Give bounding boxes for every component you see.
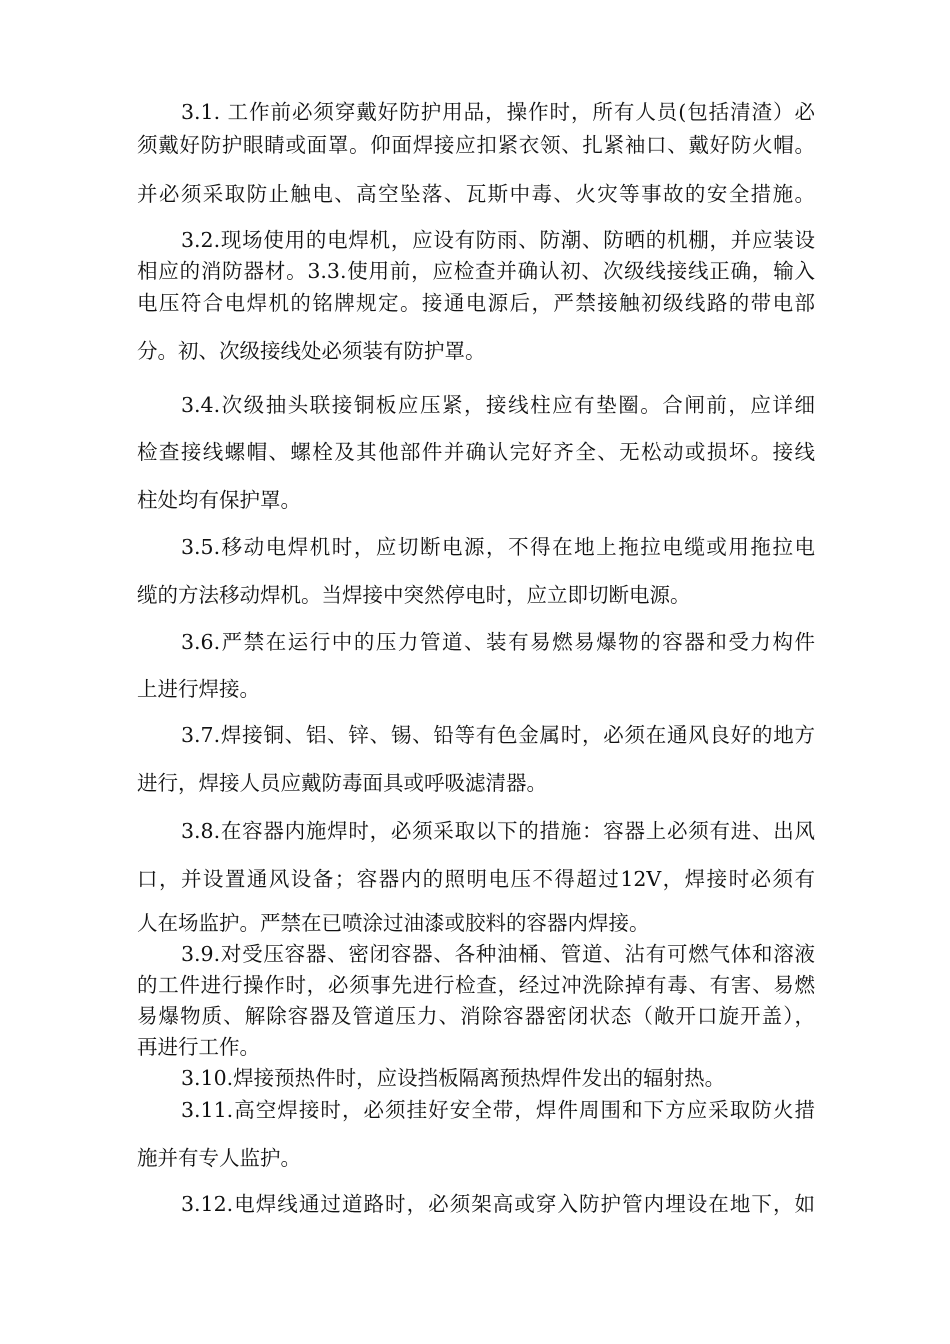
paragraph-3-1-line-3: 并必须采取防止触电、高空坠落、瓦斯中毒、火灾等事故的安全措施。: [137, 182, 815, 206]
paragraph-3-1-line-1: 3.1. 工作前必须穿戴好防护用品，操作时，所有人员(包括清渣）必: [181, 100, 815, 124]
paragraph-3-6-line-2: 上进行焊接。: [137, 677, 260, 701]
paragraph-3-6-line-1: 3.6.严禁在运行中的压力管道、装有易燃易爆物的容器和受力构件: [181, 630, 815, 654]
paragraph-3-9-line-1: 3.9.对受压容器、密闭容器、各种油桶、管道、沾有可燃气体和溶液: [181, 942, 815, 966]
paragraph-3-12-line-1: 3.12.电焊线通过道路时，必须架高或穿入防护管内埋设在地下，如: [181, 1192, 815, 1216]
paragraph-3-9-line-4: 再进行工作。: [137, 1035, 260, 1059]
paragraph-3-2-line-4: 分。初、次级接线处必须装有防护罩。: [137, 339, 486, 363]
paragraph-3-11-line-2: 施并有专人监护。: [137, 1146, 301, 1170]
paragraph-3-1-line-2: 须戴好防护眼睛或面罩。仰面焊接应扣紧衣领、扎紧袖口、戴好防火帽。: [137, 133, 815, 157]
paragraph-3-2-line-2: 相应的消防器材。3.3.使用前，应检查并确认初、次级线接线正确，输入: [137, 259, 815, 283]
paragraph-3-4-line-2: 检查接线螺帽、螺栓及其他部件并确认完好齐全、无松动或损坏。接线: [137, 440, 815, 464]
paragraph-3-2-line-3: 电压符合电焊机的铭牌规定。接通电源后，严禁接触初级线路的带电部: [137, 291, 815, 315]
paragraph-3-2-line-1: 3.2.现场使用的电焊机，应设有防雨、防潮、防晒的机棚，并应装设: [181, 228, 815, 252]
paragraph-3-8-line-3: 人在场监护。严禁在已喷涂过油漆或胶料的容器内焊接。: [137, 911, 650, 935]
paragraph-3-7-line-1: 3.7.焊接铜、铝、锌、锡、铅等有色金属时，必须在通风良好的地方: [181, 723, 815, 747]
paragraph-3-4-line-3: 柱处均有保护罩。: [137, 488, 301, 512]
paragraph-3-5-line-1: 3.5.移动电焊机时，应切断电源，不得在地上拖拉电缆或用拖拉电: [181, 535, 815, 559]
paragraph-3-9-line-2: 的工件进行操作时，必须事先进行检查，经过冲洗除掉有毒、有害、易燃: [137, 973, 815, 997]
paragraph-3-5-line-2: 缆的方法移动焊机。当焊接中突然停电时，应立即切断电源。: [137, 583, 691, 607]
paragraph-3-7-line-2: 进行，焊接人员应戴防毒面具或呼吸滤清器。: [137, 771, 547, 795]
paragraph-3-11-line-1: 3.11.高空焊接时，必须挂好安全带，焊件周围和下方应采取防火措: [181, 1098, 815, 1122]
paragraph-3-8-line-1: 3.8.在容器内施焊时，必须采取以下的措施：容器上必须有进、出风: [181, 819, 815, 843]
paragraph-3-10-line-1: 3.10.焊接预热件时，应设挡板隔离预热焊件发出的辐射热。: [181, 1066, 726, 1090]
paragraph-3-8-line-2: 口，并设置通风设备；容器内的照明电压不得超过12V，焊接时必须有: [137, 867, 815, 891]
paragraph-3-9-line-3: 易爆物质、解除容器及管道压力、消除容器密闭状态（敞开口旋开盖），: [137, 1004, 815, 1028]
paragraph-3-4-line-1: 3.4.次级抽头联接铜板应压紧，接线柱应有垫圈。合闸前，应详细: [181, 393, 815, 417]
